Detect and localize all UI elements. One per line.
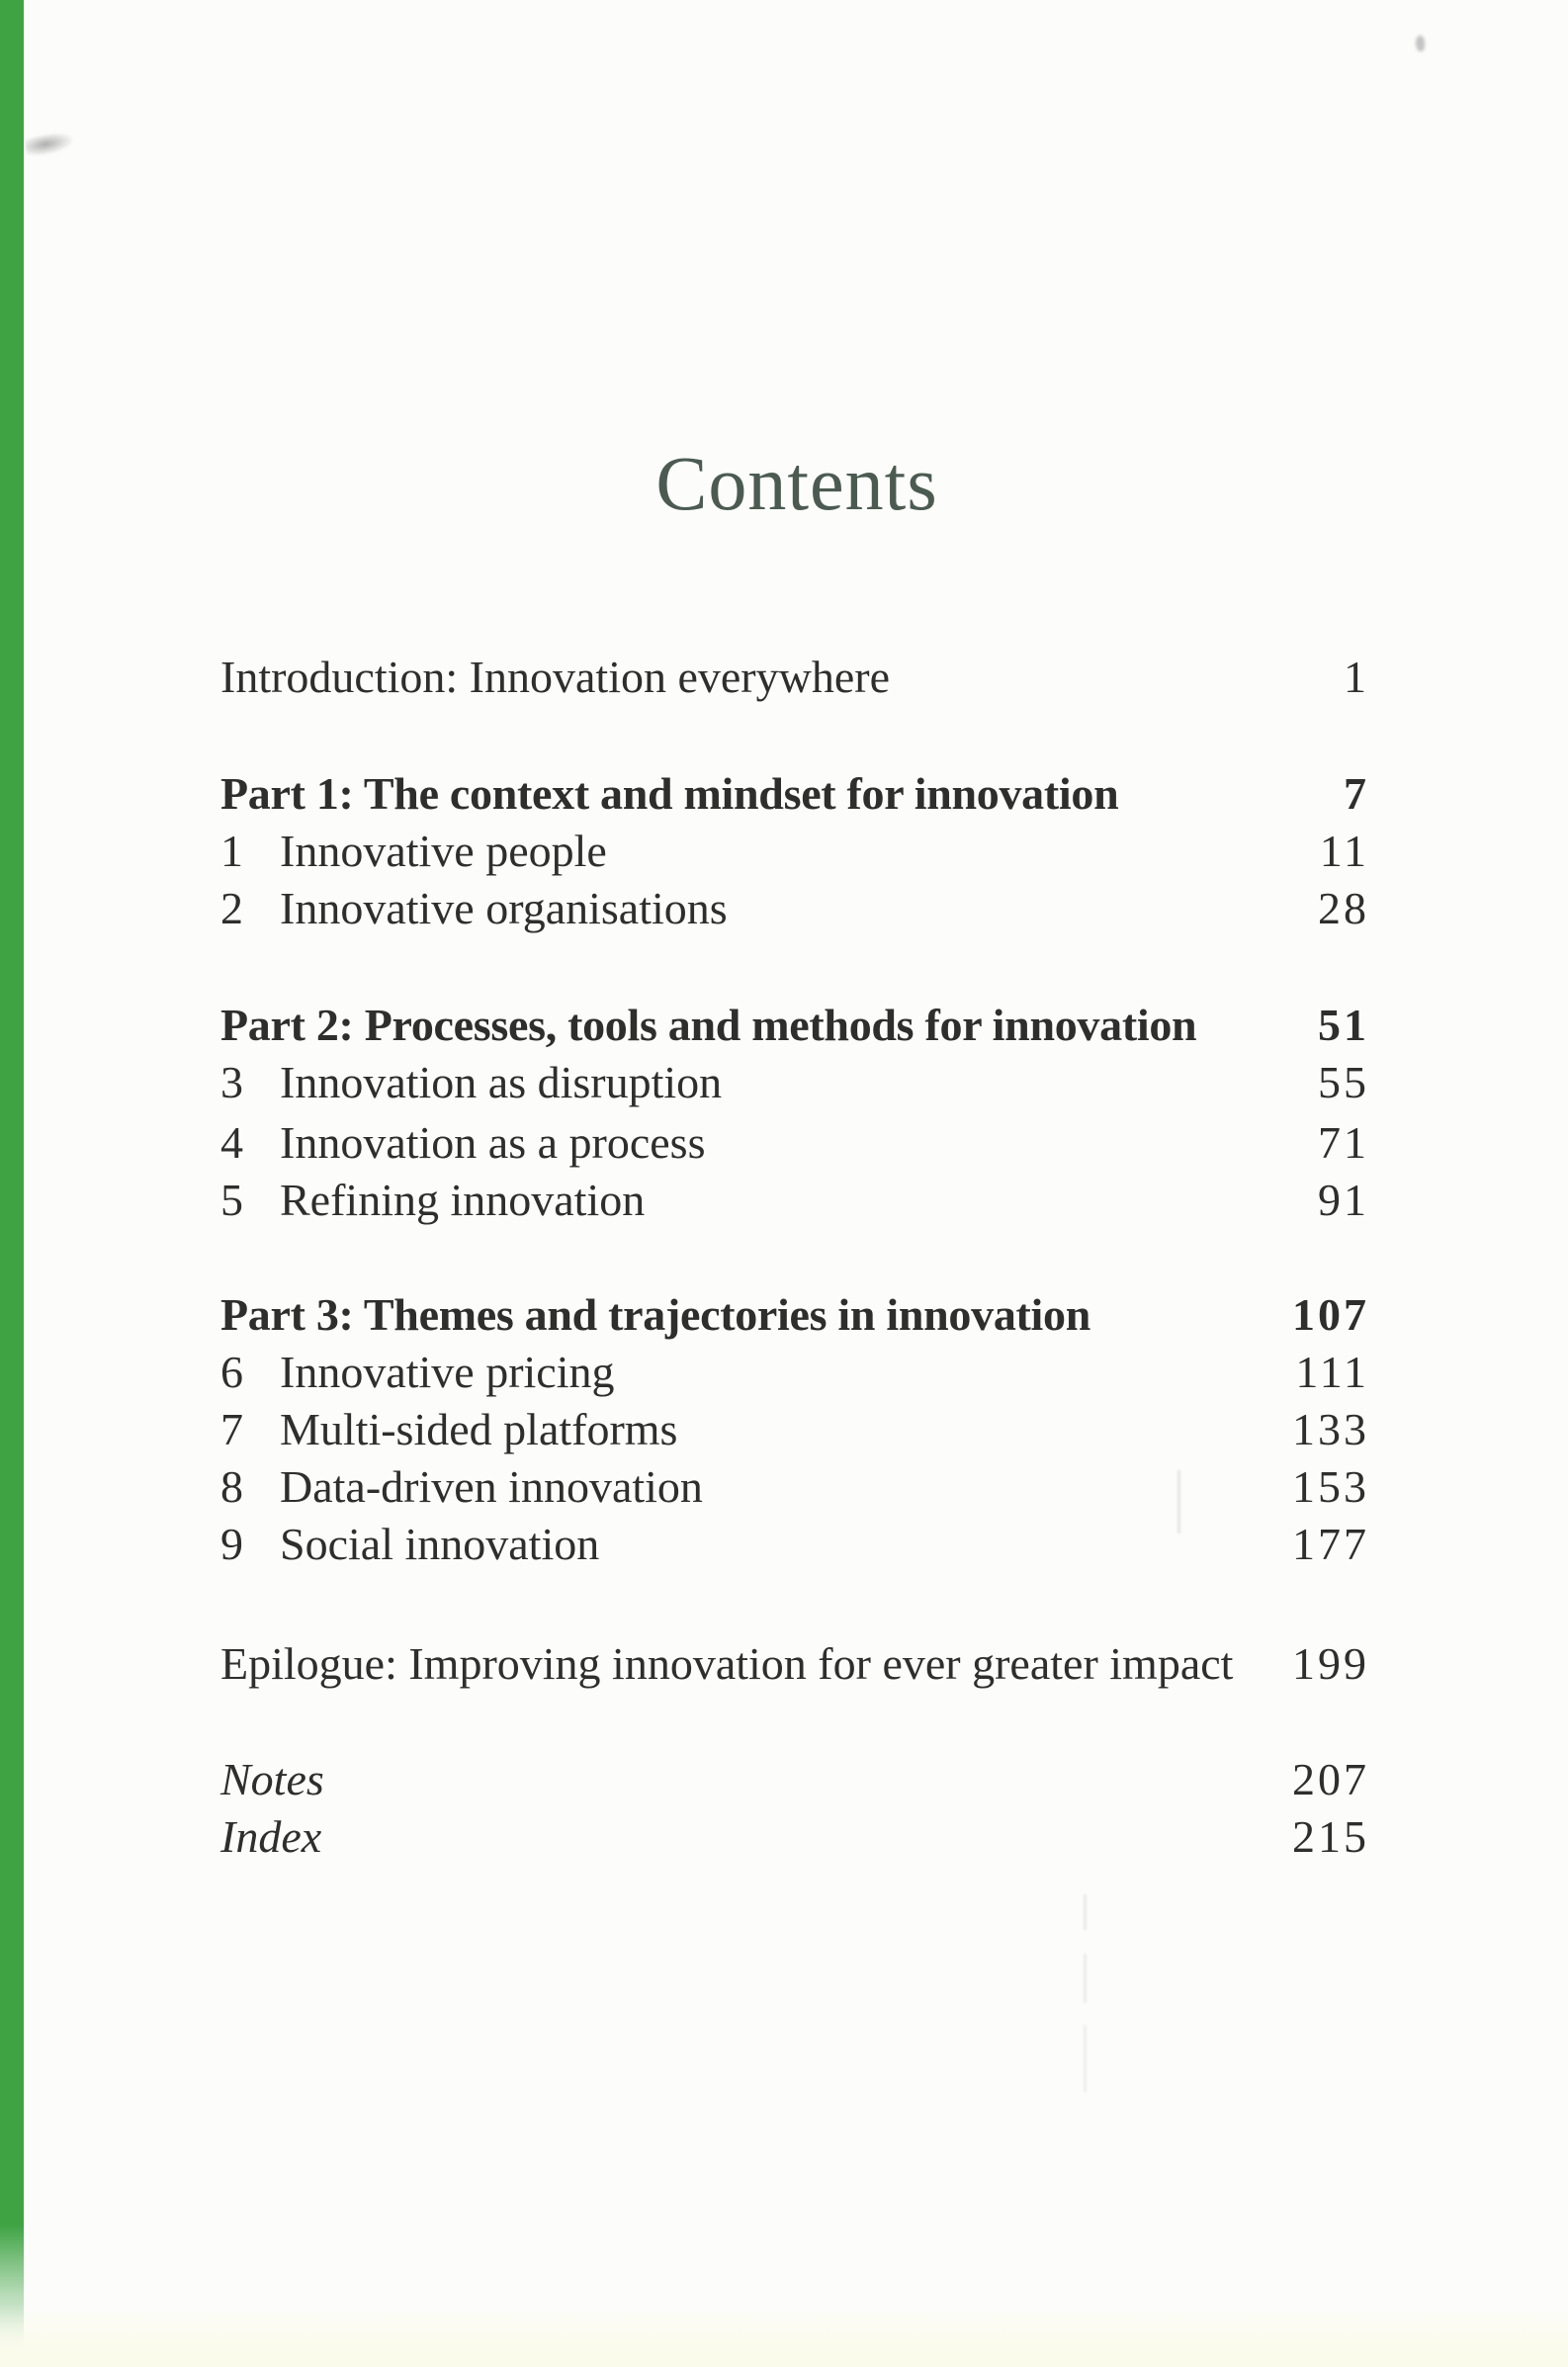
paper-crease-2 [1084, 1894, 1087, 2092]
entry-page-number: 7 [1344, 768, 1369, 819]
entry-label: Innovation as disruption [280, 1057, 723, 1107]
toc-entry-chapter-3 [220, 1054, 1369, 1111]
entry-page-number: 153 [1292, 1461, 1369, 1512]
entry-page-number: 28 [1318, 883, 1369, 933]
toc-entry-part-1 [220, 765, 1369, 823]
chapter-number: 5 [220, 1175, 243, 1225]
scan-speck-artifact [1416, 36, 1425, 51]
pencil-smudge-artifact [25, 131, 77, 158]
toc-entry-part-2 [220, 997, 1369, 1054]
chapter-number: 7 [220, 1404, 243, 1454]
toc-entry-chapter-2 [220, 880, 1369, 937]
entry-page-number: 107 [1292, 1289, 1369, 1340]
chapter-number: 6 [220, 1347, 243, 1397]
chapter-number: 2 [220, 883, 243, 933]
toc-entry-chapter-5 [220, 1172, 1369, 1229]
entry-page-number: 111 [1295, 1347, 1369, 1397]
entry-label: Introduction: Innovation everywhere [220, 652, 890, 702]
page-title: Contents [655, 440, 938, 527]
toc-entry-chapter-6 [220, 1344, 1369, 1401]
entry-page-number: 71 [1318, 1117, 1369, 1168]
toc-entry-chapter-4 [220, 1114, 1369, 1172]
entry-page-number: 199 [1292, 1638, 1369, 1689]
toc-entry-index [220, 1808, 1369, 1866]
entry-label: Refining innovation [280, 1175, 646, 1225]
entry-page-number: 1 [1344, 652, 1369, 702]
entry-label: Innovative organisations [280, 883, 728, 933]
chapter-number: 8 [220, 1461, 243, 1512]
toc-entry-chapter-7 [220, 1401, 1369, 1458]
entry-label: Multi-sided platforms [280, 1404, 678, 1454]
toc-entry-notes [220, 1751, 1369, 1808]
toc-entry-chapter-1 [220, 823, 1369, 880]
entry-label: Innovation as a process [280, 1117, 706, 1168]
entry-page-number: 91 [1318, 1175, 1369, 1225]
entry-label: Innovative pricing [280, 1347, 615, 1397]
toc-entry-chapter-9 [220, 1516, 1369, 1573]
toc-entry-chapter-8 [220, 1458, 1369, 1516]
entry-label: Innovative people [280, 826, 607, 876]
entry-label: Part 3: Themes and trajectories in innovation [220, 1289, 1091, 1340]
toc-entry-epilogue [220, 1635, 1369, 1693]
entry-page-number: 51 [1318, 1000, 1369, 1050]
bottom-page-tint [0, 2304, 1568, 2367]
entry-label: Epilogue: Improving innovation for ever greater impact [220, 1638, 1234, 1689]
book-edge-strip [0, 0, 24, 2367]
entry-label: Data-driven innovation [280, 1461, 703, 1512]
entry-label: Part 1: The context and mindset for innovation [220, 768, 1119, 819]
chapter-number: 4 [220, 1117, 243, 1168]
chapter-number: 3 [220, 1057, 243, 1107]
entry-page-number: 133 [1292, 1404, 1369, 1454]
chapter-number: 1 [220, 826, 243, 876]
entry-page-number: 55 [1318, 1057, 1369, 1107]
entry-label: Social innovation [280, 1519, 600, 1569]
entry-page-number: 207 [1292, 1754, 1369, 1804]
entry-label: Notes [220, 1754, 324, 1804]
entry-page-number: 215 [1292, 1811, 1369, 1862]
entry-page-number: 11 [1319, 826, 1369, 876]
toc-entry-part-3 [220, 1286, 1369, 1344]
toc-entry-introduction [220, 649, 1369, 706]
entry-page-number: 177 [1292, 1519, 1369, 1569]
entry-label: Part 2: Processes, tools and methods for innovation [220, 1000, 1197, 1050]
chapter-number: 9 [220, 1519, 243, 1569]
entry-label: Index [220, 1811, 322, 1862]
